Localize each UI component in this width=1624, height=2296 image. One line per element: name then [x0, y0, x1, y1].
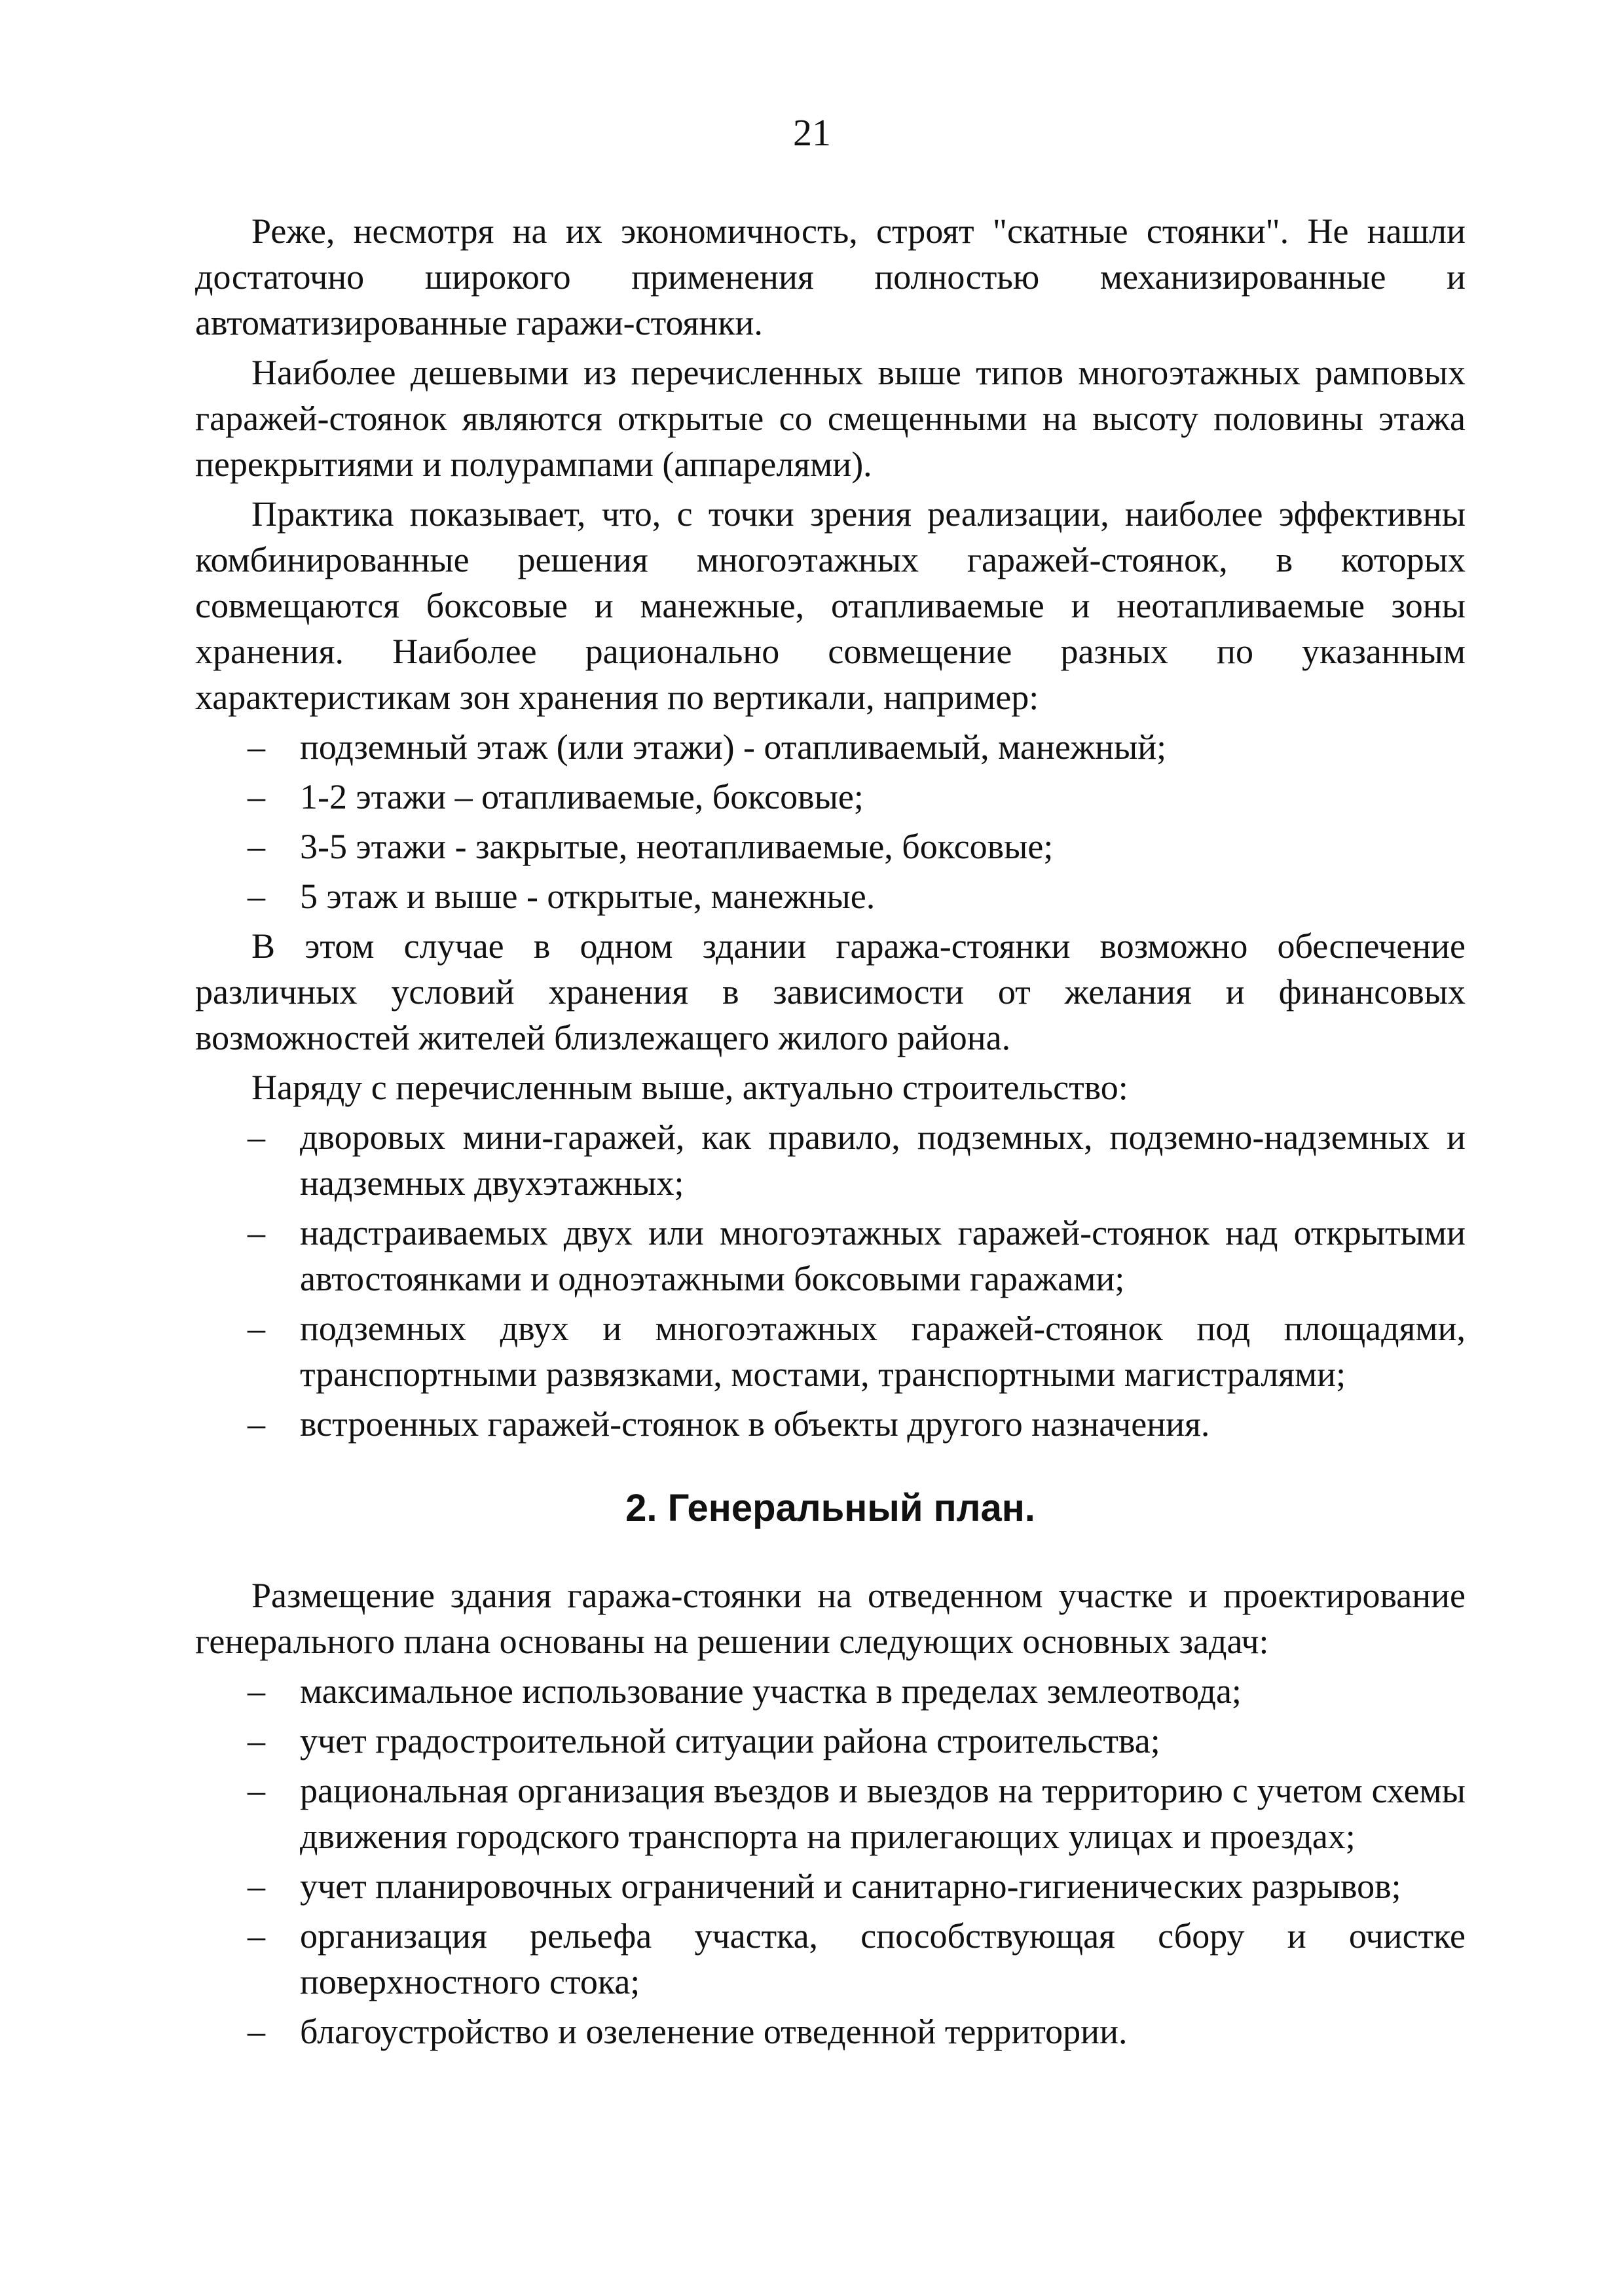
dash-bullet: –	[248, 727, 265, 767]
list-item-text: благоустройство и озеленение отведенной территории.	[300, 2012, 1128, 2051]
paragraph: В этом случае в одном здании гаража-стоянки возможно обеспечение различных условий хранения в зависимости от желания и финансовых возможностей жителей близлежащего жилого района.	[195, 926, 1466, 1057]
document-body	[195, 208, 1466, 2058]
planning-tasks-list	[195, 1668, 1466, 2054]
section-heading: 2. Генеральный план.	[625, 1487, 1035, 1529]
dash-bullet: –	[248, 1213, 265, 1252]
list-item	[195, 1114, 1466, 1206]
paragraph: Реже, несмотря на их экономичность, строят "скатные стоянки". Не нашли достаточно широкого применения полностью механизированные и автоматизированные гаражи-стоянки.	[195, 211, 1466, 342]
dash-bullet: –	[248, 1404, 265, 1444]
dash-bullet: –	[248, 2012, 265, 2051]
dash-bullet: –	[248, 1771, 265, 1810]
dash-bullet: –	[248, 1309, 265, 1348]
list-item-text: подземных двух и многоэтажных гаражей-стоянок под площадями, транспортными развязками, мостами, транспортными магистралями;	[300, 1309, 1466, 1394]
list-item-text: надстраиваемых двух или многоэтажных гаражей-стоянок над открытыми автостоянками и одноэтажными боксовыми гаражами;	[300, 1213, 1466, 1298]
list-item-text: 5 этаж и выше - открытые, манежные.	[300, 877, 876, 916]
dash-bullet: –	[248, 777, 265, 816]
dash-bullet: –	[248, 827, 265, 866]
list-item	[195, 1668, 1466, 1714]
list-item-text: максимальное использование участка в пределах землеотвода;	[300, 1671, 1242, 1711]
list-item-text: встроенных гаражей-стоянок в объекты другого назначения.	[300, 1404, 1210, 1444]
list-item-text: 1-2 этажи – отапливаемые, боксовые;	[300, 777, 864, 816]
dash-bullet: –	[248, 1721, 265, 1760]
list-item	[195, 774, 1466, 820]
list-item	[195, 1913, 1466, 2005]
list-item	[195, 873, 1466, 919]
dash-bullet: –	[248, 1118, 265, 1157]
list-item-text: учет градостроительной ситуации района строительства;	[300, 1721, 1160, 1760]
list-item	[195, 1718, 1466, 1764]
floor-zoning-list	[195, 724, 1466, 919]
list-item	[195, 824, 1466, 869]
paragraph: Размещение здания гаража-стоянки на отведенном участке и проектирование генерального плана основаны на решении следующих основных задач:	[195, 1576, 1466, 1661]
list-item	[195, 1305, 1466, 1397]
list-item-text: организация рельефа участка, способствующая сбору и очистке поверхностного стока;	[300, 1916, 1466, 2001]
dash-bullet: –	[248, 1916, 265, 1956]
dash-bullet: –	[248, 1867, 265, 1906]
list-item-text: рациональная организация въездов и выездов на территорию с учетом схемы движения городского транспорта на прилегающих улицах и проездах;	[300, 1771, 1466, 1856]
dash-bullet: –	[248, 1671, 265, 1711]
list-item	[195, 1401, 1466, 1447]
list-item	[195, 1768, 1466, 1859]
construction-types-list	[195, 1114, 1466, 1447]
list-item-text: подземный этаж (или этажи) - отапливаемый, манежный;	[300, 727, 1167, 767]
list-item	[195, 1210, 1466, 1302]
list-item	[195, 724, 1466, 770]
list-item-text: 3-5 этажи - закрытые, неотапливаемые, боксовые;	[300, 827, 1054, 866]
paragraph: Наряду с перечисленным выше, актуально строительство:	[251, 1068, 1128, 1107]
list-item	[195, 1863, 1466, 1909]
paragraph: Наиболее дешевыми из перечисленных выше типов многоэтажных рамповых гаражей-стоянок являются открытые со смещенными на высоту половины этажа перекрытиями и полурампами (аппарелями).	[195, 353, 1466, 484]
page-number: 21	[793, 111, 831, 154]
paragraph: Практика показывает, что, с точки зрения реализации, наиболее эффективны комбинированные решения многоэтажных гаражей-стоянок, в которых совмещаются боксовые и манежные, отапливаемые и неотапливаемые зоны хранения. Наиболее рационально совмещение разных по указанным характеристикам зон хранения по вертикали, например:	[195, 494, 1466, 717]
list-item-text: дворовых мини-гаражей, как правило, подземных, подземно-надземных и надземных двухэтажных;	[300, 1118, 1466, 1203]
list-item	[195, 2009, 1466, 2054]
dash-bullet: –	[248, 877, 265, 916]
list-item-text: учет планировочных ограничений и санитарно-гигиенических разрывов;	[300, 1867, 1401, 1906]
